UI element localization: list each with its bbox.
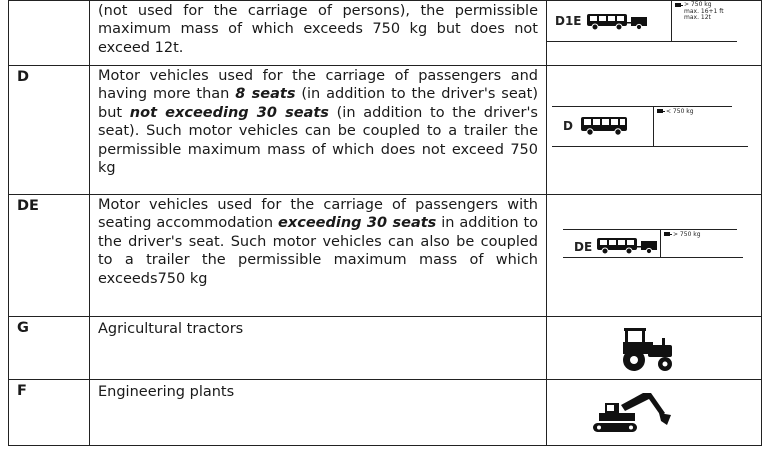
table-row [9, 380, 762, 446]
category-cell [9, 1, 90, 66]
license-badge-d1e [547, 1, 762, 61]
table-row [9, 66, 762, 195]
pictogram-cell [547, 195, 762, 317]
bus-with-trailer-icon [597, 237, 659, 255]
badge-note: > 750 kg max. 16+1 ft max. 12t [684, 1, 724, 21]
table-row [9, 317, 762, 380]
pictogram-cell [547, 380, 762, 446]
trailer-small-icon [657, 109, 665, 114]
pictogram-cell [547, 1, 762, 66]
description-cell: (not used for the carriage of persons), the permissible maximum mass of which exceeds 750 kg but does not exceed 12t. [90, 1, 547, 66]
category-cell: DE [9, 195, 90, 317]
pictogram-cell [547, 66, 762, 195]
emphasis: not exceeding 30 seats [129, 104, 329, 121]
table-row [9, 1, 762, 66]
pictogram-cell [547, 317, 762, 380]
license-badge-d [547, 66, 762, 195]
category-cell: F [9, 380, 90, 446]
license-category-table [8, 0, 762, 446]
badge-code: D [563, 119, 573, 133]
description-cell: Motor vehicles used for the carriage of passengers and having more than 8 seats (in addition to the driver's seat) but not exceeding 30 seats (in addition to the driver's seat). Such motor vehicles can be coupled to a trailer the permissible maximum mass of which does not exceed 750 kg [90, 66, 547, 195]
emphasis: exceeding 30 seats [278, 215, 437, 232]
description-cell: Motor vehicles used for the carriage of passengers with seating accommodation exceeding 30 seats in addition to the driver's seat. Such motor vehicles can also be coupled to a trailer the permissible maximum mass of which exceeds750 kg [90, 195, 547, 317]
emphasis: 8 seats [235, 86, 296, 103]
trailer-small-icon [664, 232, 672, 237]
badge-code: D1E [555, 14, 582, 28]
category-cell: D [9, 66, 90, 195]
license-badge-de [547, 195, 762, 317]
category-cell: G [9, 317, 90, 380]
bus-icon [581, 116, 629, 136]
tractor-icon [620, 326, 676, 372]
badge-note: > 750 kg [673, 231, 701, 238]
table-row [9, 195, 762, 317]
excavator-icon [591, 391, 677, 435]
description-cell: Engineering plants [90, 380, 547, 446]
badge-note: < 750 kg [666, 108, 694, 115]
minibus-with-trailer-icon [587, 13, 649, 31]
badge-code: DE [574, 240, 593, 254]
description-cell: Agricultural tractors [90, 317, 547, 380]
trailer-small-icon [675, 3, 683, 8]
